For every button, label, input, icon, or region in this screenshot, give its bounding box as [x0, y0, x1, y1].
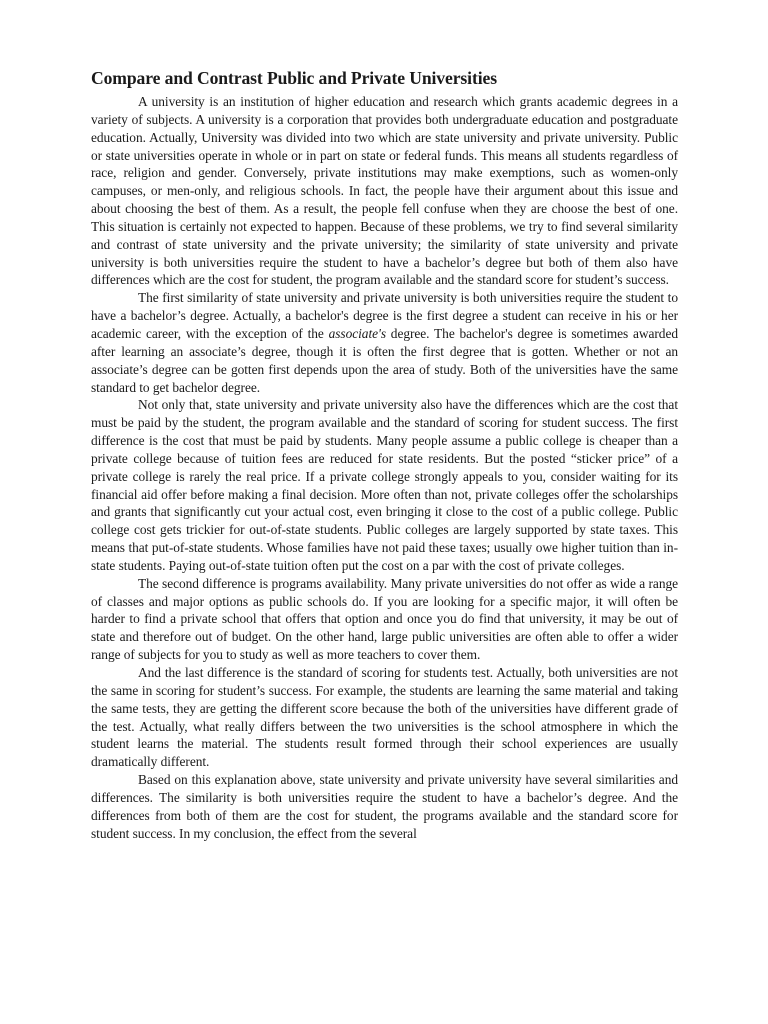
paragraph-text: The first similarity of state university and private university is both universities require the student to have a bachelor’s degree. Actually, a bachelor's degree is the first degree a student can receive in his or her academic career, with the exception of the — [91, 290, 678, 341]
document-page — [91, 67, 678, 842]
paragraph-intro: A university is an institution of higher education and research which grants academic degrees in a variety of subjects. A university is a corporation that provides both undergraduate education and postgraduate education. Actually, University was divided into two which are state university and private university. Public or state universities operate in whole or in part on state or federal funds. This means all students regardless of race, religion and gender. Conversely, private institutions may make exemptions, such as women-only campuses, or men-only, and religious schools. In fact, the people have their argument about this issue and about choosing the best of them. As a result, the people fell confuse when they are choose the best of one. This situation is certainly not expected to happen. Because of these problems, we try to find several similarity and contrast of state university and the private university; the similarity of state university and private university is both universities require the student to have a bachelor’s degree but both of them also have differences which are the cost for student, the program available and the standard score for student’s success. — [91, 94, 678, 288]
document-title: Compare and Contrast Public and Private Universities — [91, 68, 497, 88]
paragraph-last-difference: And the last difference is the standard of scoring for students test. Actually, both universities are not the same in scoring for student’s success. For example, the students are learning the same material and taking the same tests, they are getting the different score because the both of the universities have different grade of the test. Actually, what really differs between the two universities is the school atmosphere in which the student learns the material. The students result formed through their school experiences are usually dramatically different. — [91, 665, 678, 770]
paragraph-first-difference: Not only that, state university and private university also have the differences which are the cost that must be paid by the student, the program available and the standard of scoring for student success. The first difference is the cost that must be paid by students. Many people assume a public college is cheaper than a private college because of tuition fees are reduced for state residents. But the posted “sticker price” of a private college is rarely the real price. If a private college strongly appeals to you, consider waiting for its financial aid offer before making a final decision. More often than not, private colleges offer the scholarships and grants that significantly cut your actual cost, even bringing it close to the cost of a public college. Public college cost gets trickier for out-of-state students. Public colleges are largely supported by state taxes. This means that put-of-state students. Whose families have not paid these taxes; usually owe higher tuition than in-state students. Paying out-of-state tuition often put the cost on a par with the cost of private colleges. — [91, 397, 678, 573]
paragraph-second-difference: The second difference is programs availability. Many private universities do not offer as wide a range of classes and major options as public schools do. If you are looking for a specific major, it will often be harder to find a private school that offers that option and once you do find that university, it may be out of state and therefore out of budget. On the other hand, large public universities are often able to offer a wider range of subjects for you to study as well as more teachers to cover them. — [91, 575, 678, 663]
paragraph-text: degree. The bachelor's degree is sometimes awarded after learning an associate’s degree, though it is often the first degree that is gotten. Whether or not an associate’s degree can be gotten first depends upon the area of study. Both of the universities have the same standard to get bachelor degree. — [91, 325, 678, 395]
italic-term: associate's — [328, 325, 386, 341]
paragraph-first-similarity — [91, 289, 678, 396]
paragraph-conclusion: Based on this explanation above, state university and private university have several similarities and differences. The similarity is both universities require the student to have a bachelor’s degree. And the differences from both of them are the cost for student, the programs available and the standard score for student success. In my conclusion, the effect from the several — [91, 772, 678, 841]
